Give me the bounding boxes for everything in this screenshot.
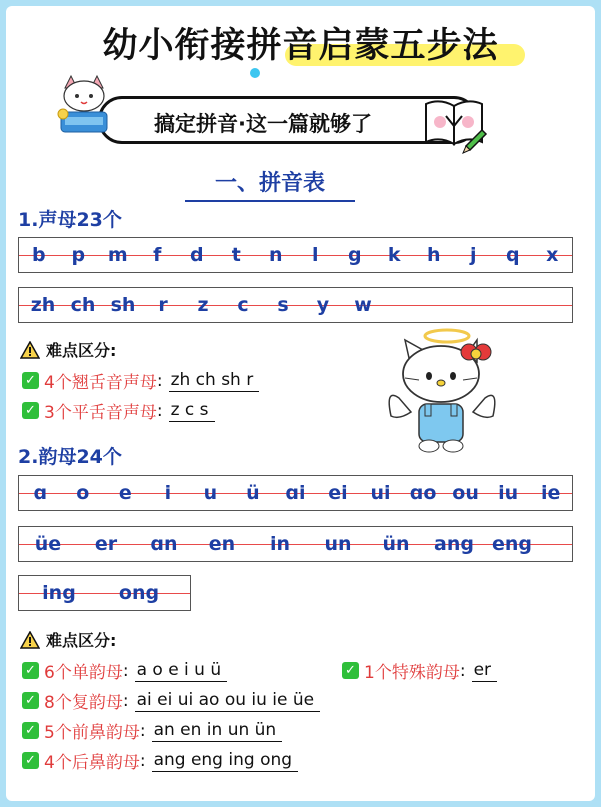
note-value: ang eng ing ong xyxy=(152,750,298,772)
pinyin-cell: ei xyxy=(328,482,348,504)
pinyin-cell: ɑo xyxy=(409,482,437,504)
note-label: 4个后鼻韵母 xyxy=(44,753,140,773)
pinyin-cell: q xyxy=(505,244,520,266)
section-underline xyxy=(185,200,355,202)
pinyin-cell: r xyxy=(158,294,168,316)
pinyin-cell: d xyxy=(189,244,204,266)
check-icon: ✓ xyxy=(22,722,39,739)
check-icon: ✓ xyxy=(22,692,39,709)
note-colon: : xyxy=(122,660,129,681)
shengmu-heading: 1.声母23个 xyxy=(18,209,122,231)
pinyin-cell: ü xyxy=(246,482,260,504)
pinyin-cell: ɑ xyxy=(33,482,48,504)
angel-kitty-icon xyxy=(385,328,500,456)
check-icon: ✓ xyxy=(22,402,39,419)
pinyin-cell: er xyxy=(94,533,118,555)
note-value: zh ch sh r xyxy=(169,370,260,392)
pinyin-cell: iu xyxy=(498,482,519,504)
note-label: 3个平舌音声母 xyxy=(44,403,157,423)
yunmu-note-4 xyxy=(22,718,282,743)
pinyin-cell: ch xyxy=(70,294,96,316)
note-label: 4个翘舌音声母 xyxy=(44,373,157,393)
note-colon: : xyxy=(459,660,466,681)
shengmu-note-2 xyxy=(22,398,215,423)
note-colon: : xyxy=(156,400,163,421)
pinyin-cell: w xyxy=(354,294,372,316)
pinyin-cell: z xyxy=(197,294,209,316)
pinyin-cell: ui xyxy=(370,482,391,504)
pinyin-cell: l xyxy=(311,244,319,266)
pinyin-cell: n xyxy=(268,244,283,266)
check-icon: ✓ xyxy=(342,662,359,679)
pinyin-cell: x xyxy=(546,244,559,266)
yunmu-row-3 xyxy=(18,575,191,611)
pinyin-cell: o xyxy=(76,482,90,504)
title-dot xyxy=(250,68,260,78)
pinyin-cell: ün xyxy=(382,533,410,555)
shengmu-warning xyxy=(20,338,116,361)
page-title: 幼小衔接拼音启蒙五步法 xyxy=(102,26,499,66)
pinyin-cell: t xyxy=(231,244,241,266)
pinyin-cell: ou xyxy=(452,482,479,504)
pinyin-cell: m xyxy=(107,244,128,266)
note-value: an en in un ün xyxy=(152,720,283,742)
shengmu-row-2 xyxy=(18,287,573,323)
pinyin-cell: f xyxy=(153,244,162,266)
pinyin-cell: ɑn xyxy=(150,533,178,555)
yunmu-note-1 xyxy=(22,658,227,683)
pinyin-cell: ɑi xyxy=(285,482,306,504)
pinyin-cell: s xyxy=(277,294,289,316)
warning-label: 难点区分: xyxy=(46,631,117,650)
pinyin-cell: b xyxy=(31,244,46,266)
pinyin-cell: k xyxy=(387,244,401,266)
pinyin-cell: üe xyxy=(34,533,62,555)
note-value: er xyxy=(472,660,497,682)
note-label: 1个特殊韵母 xyxy=(364,663,460,683)
shengmu-row-1 xyxy=(18,237,573,273)
pinyin-cell: en xyxy=(208,533,236,555)
pinyin-cell: sh xyxy=(110,294,136,316)
warning-icon xyxy=(20,341,40,359)
pinyin-cell: e xyxy=(118,482,132,504)
note-colon: : xyxy=(122,690,129,711)
note-value: ai ei ui ao ou iu ie üe xyxy=(135,690,321,712)
pinyin-cell: g xyxy=(347,244,362,266)
pinyin-cell: ing xyxy=(42,582,76,604)
yunmu-warning xyxy=(20,628,116,651)
pinyin-cell: un xyxy=(324,533,352,555)
warning-label: 难点区分: xyxy=(46,341,117,360)
section-title: 一、拼音表 xyxy=(214,171,325,196)
note-value: a o e i u ü xyxy=(135,660,228,682)
note-label: 8个复韵母 xyxy=(44,693,123,713)
pinyin-cell: u xyxy=(203,482,218,504)
check-icon: ✓ xyxy=(22,752,39,769)
lucky-cat-icon xyxy=(55,74,113,138)
subtitle: 搞定拼音·这一篇就够了 xyxy=(154,112,372,136)
pinyin-cell: y xyxy=(316,294,330,316)
yunmu-heading: 2.韵母24个 xyxy=(18,446,122,468)
pinyin-cell: c xyxy=(237,294,249,316)
pinyin-cell: h xyxy=(426,244,441,266)
pinyin-cell: i xyxy=(164,482,172,504)
pinyin-cell: zh xyxy=(30,294,56,316)
pinyin-cell: ong xyxy=(118,582,160,604)
note-colon: : xyxy=(139,720,146,741)
pinyin-cell: ie xyxy=(540,482,561,504)
pinyin-cell: in xyxy=(269,533,291,555)
pinyin-cell: ang xyxy=(434,533,474,555)
warning-icon xyxy=(20,631,40,649)
check-icon: ✓ xyxy=(22,662,39,679)
note-colon: : xyxy=(139,750,146,771)
pinyin-cell: p xyxy=(71,244,86,266)
shengmu-note-1 xyxy=(22,368,259,393)
note-value: z c s xyxy=(169,400,215,422)
yunmu-note-5 xyxy=(22,748,298,773)
note-colon: : xyxy=(156,370,163,391)
pinyin-cell: eng xyxy=(491,533,532,555)
yunmu-row-2 xyxy=(18,526,573,562)
yunmu-note-2 xyxy=(342,658,497,683)
yunmu-note-3 xyxy=(22,688,320,713)
pinyin-cell: j xyxy=(469,244,477,266)
note-label: 5个前鼻韵母 xyxy=(44,723,140,743)
yunmu-row-1 xyxy=(18,475,573,511)
book-pencil-icon xyxy=(420,96,490,154)
note-label: 6个单韵母 xyxy=(44,663,123,683)
check-icon: ✓ xyxy=(22,372,39,389)
